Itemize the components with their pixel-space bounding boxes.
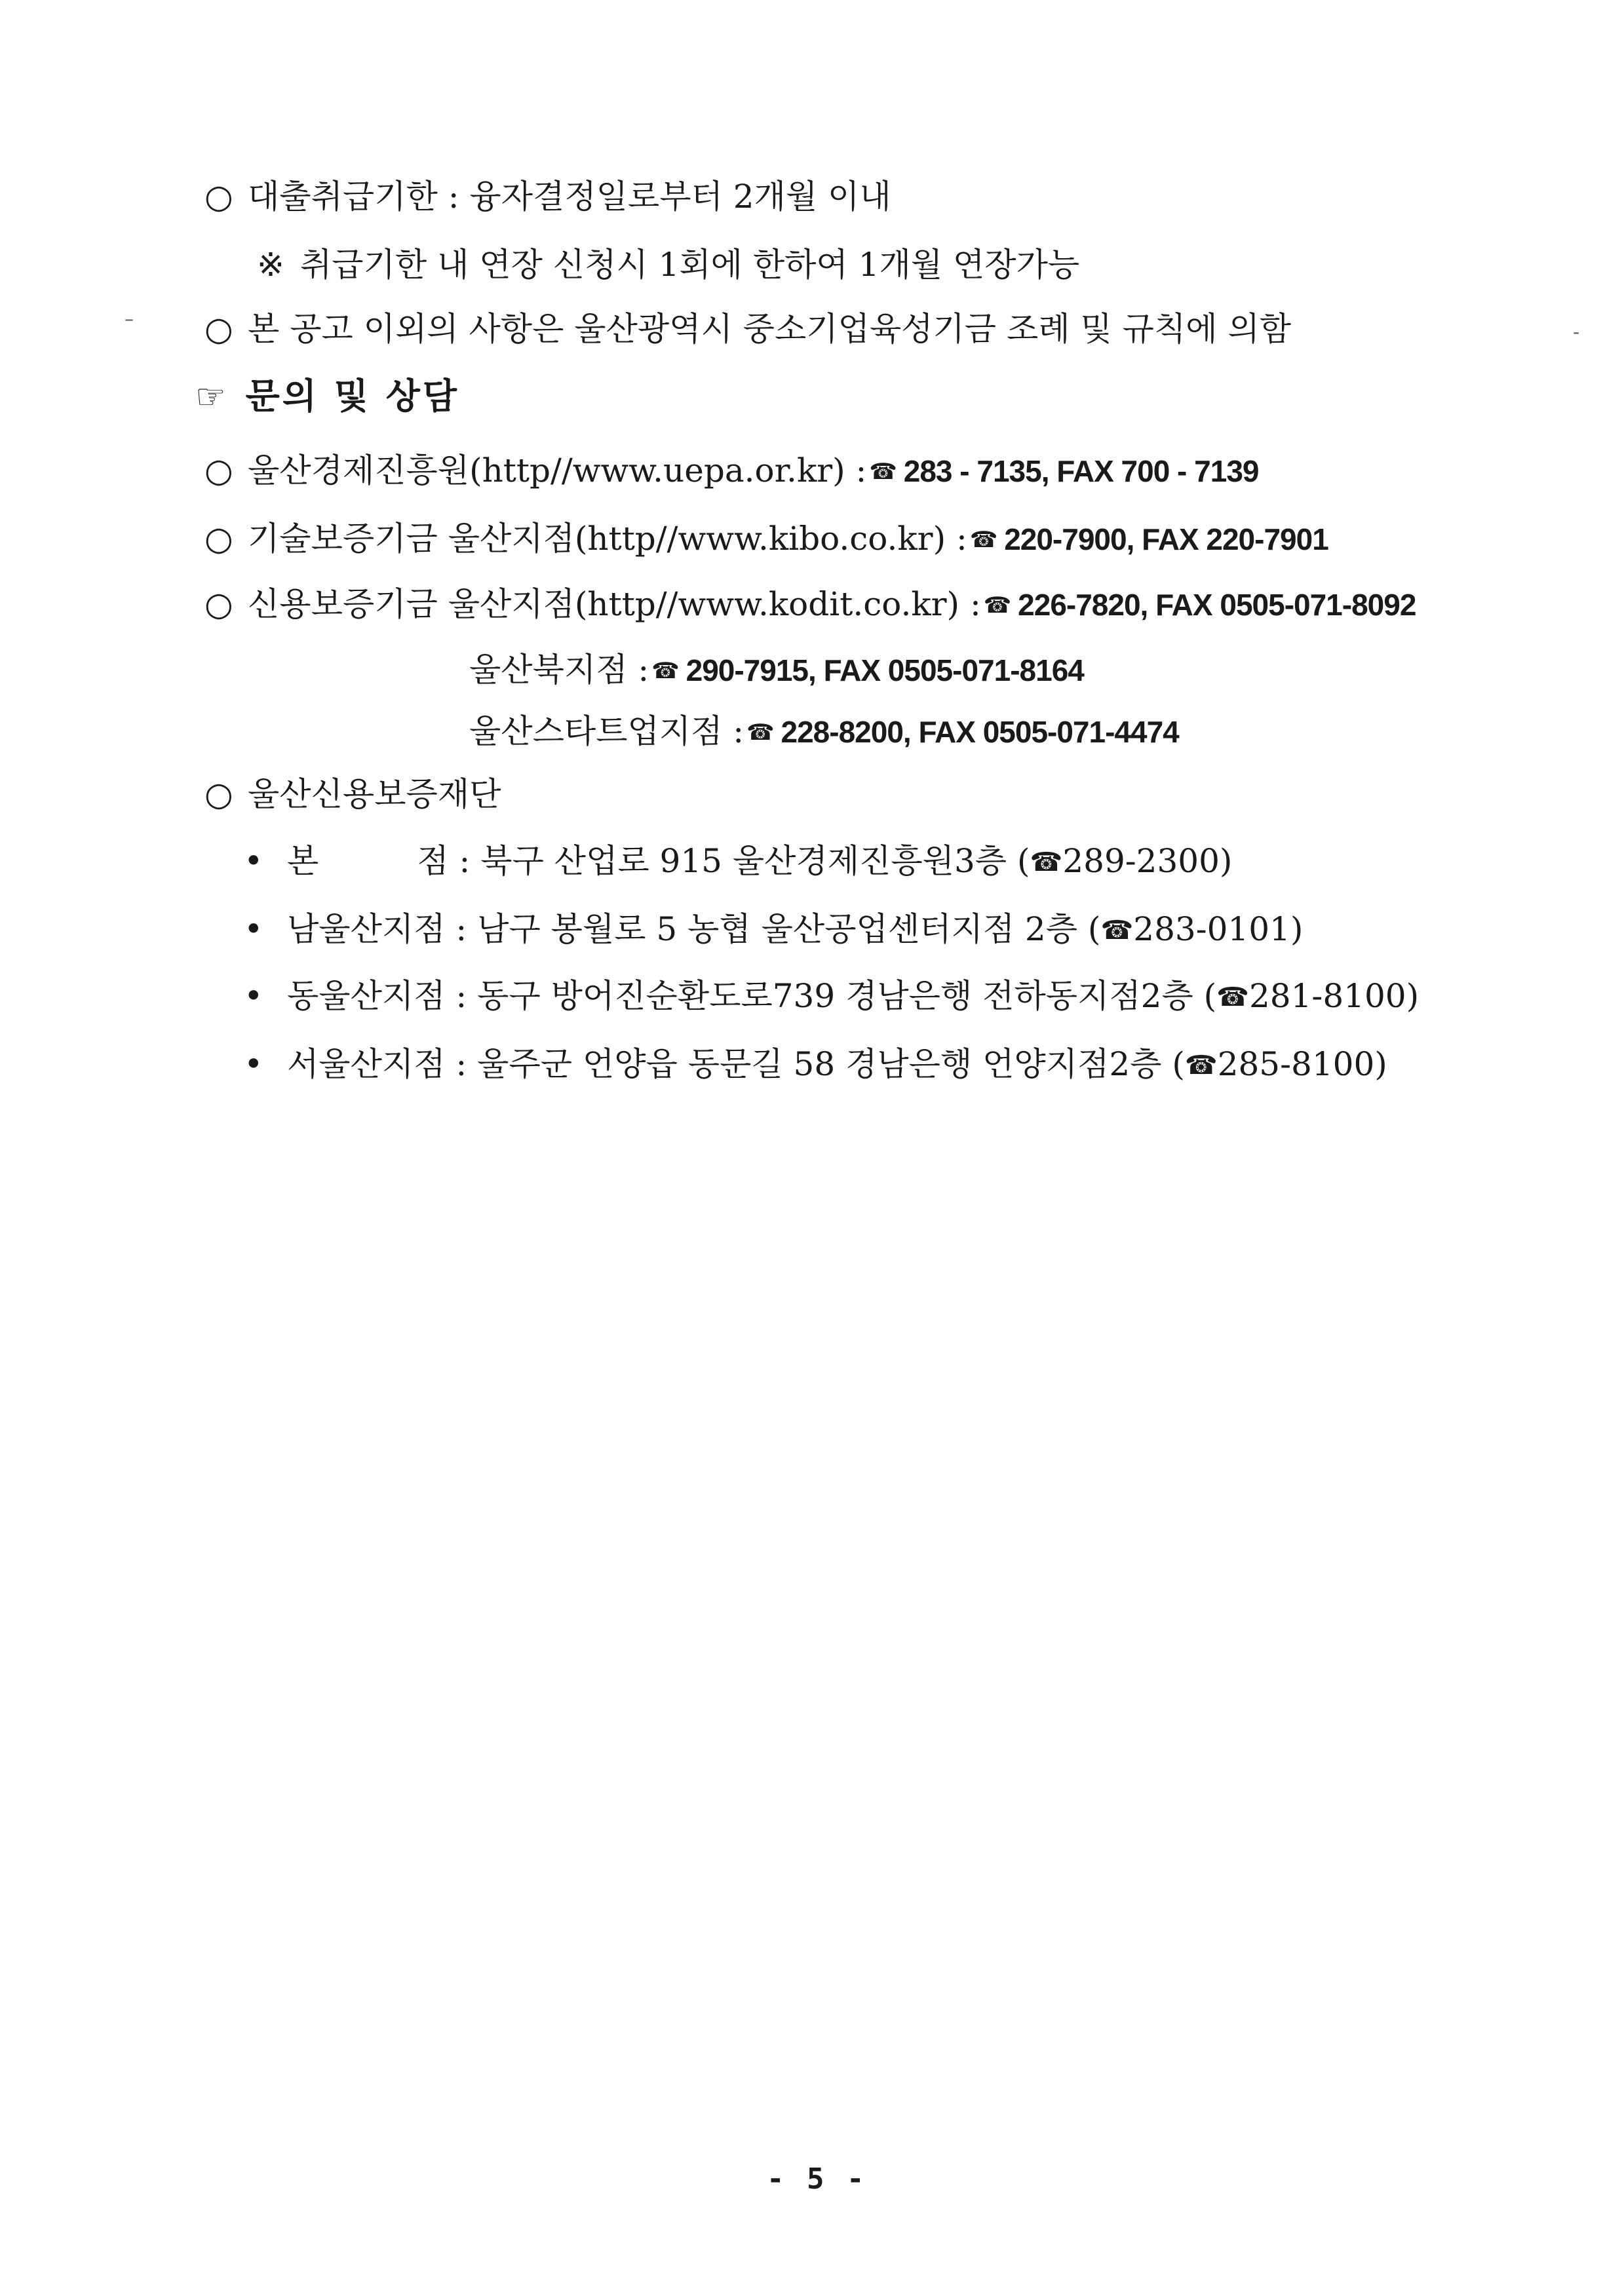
list-item [204,308,1291,350]
branch-name: 본 [287,842,319,880]
branch-phone: 289-2300) [1062,842,1233,880]
circle-bullet: ○ [204,585,233,623]
contact-name: 신용보증기금 울산지점(http//www.kodit.co.kr) : [248,585,981,623]
circle-bullet: ○ [204,775,233,813]
dot-bullet: • [244,977,263,1015]
telephone-icon: ☎ [1216,982,1249,1012]
branch-phone: 283-0101) [1133,910,1304,948]
scan-artifact: – [125,308,134,330]
branch-line [244,908,1303,951]
dot-bullet: • [244,842,263,880]
branch-phone: 285-8100) [1217,1045,1387,1083]
item-text: 취급기한 내 연장 신청시 1회에 한하여 1개월 연장가능 [300,246,1080,284]
contact-phone: 226-7820, FAX 0505-071-8092 [1018,588,1416,622]
telephone-icon: ☎ [1184,1050,1218,1081]
contact-name: 울산북지점 : [469,651,649,689]
contact-line [469,649,1084,692]
telephone-icon: ☎ [746,719,775,746]
circle-bullet: ○ [204,451,233,489]
telephone-icon: ☎ [1100,915,1134,946]
branch-name: 동울산지점 [287,977,446,1015]
contact-name: 기술보증기금 울산지점(http//www.kibo.co.kr) : [248,520,967,558]
pointing-hand-icon: ☞ [195,377,229,417]
telephone-icon: ☎ [969,527,998,553]
contact-line [204,450,1259,493]
reference-mark: ※ [257,246,284,284]
scan-artifact: - [1573,321,1580,343]
contact-phone: 228-8200, FAX 0505-071-4474 [781,715,1179,749]
foundation-title: 울산신용보증재단 [248,775,501,813]
branch-name: 남울산지점 [287,910,446,948]
section-title: 문의 및 상담 [245,375,460,417]
contact-phone: 220-7900, FAX 220-7901 [1004,522,1328,556]
telephone-icon: ☎ [651,658,680,684]
list-item [204,176,891,218]
contact-name: 울산스타트업지점 : [469,712,744,750]
page-number: - 5 - [767,2162,867,2196]
branch-line [244,975,1419,1018]
branch-name-suffix: 점 [417,842,449,880]
dot-bullet: • [244,910,263,948]
branch-line [244,840,1232,883]
contact-line [469,710,1179,754]
circle-bullet: ○ [204,520,233,558]
branch-address: : 북구 산업로 915 울산경제진흥원3층 ( [459,842,1030,880]
item-text: 본 공고 이외의 사항은 울산광역시 중소기업육성기금 조례 및 규칙에 의함 [248,310,1292,348]
circle-bullet: ○ [204,178,233,216]
branch-line [244,1043,1387,1086]
telephone-icon: ☎ [1030,847,1063,877]
telephone-icon: ☎ [869,459,897,485]
branch-address: : 동구 방어진순환도로739 경남은행 전하동지점2층 ( [455,977,1217,1015]
branch-name: 서울산지점 [287,1045,446,1083]
telephone-icon: ☎ [983,592,1012,619]
branch-address: : 울주군 언양읍 동문길 58 경남은행 언양지점2층 ( [455,1045,1185,1083]
list-note [257,244,1079,286]
contact-line [204,518,1328,561]
section-heading [195,375,459,418]
branch-phone: 281-8100) [1249,977,1420,1015]
contact-line [204,583,1416,626]
branch-address: : 남구 봉월로 5 농협 울산공업센터지점 2층 ( [455,910,1101,948]
list-item [204,773,501,815]
contact-phone: 290-7915, FAX 0505-071-8164 [686,653,1084,687]
contact-phone: 283 - 7135, FAX 700 - 7139 [903,454,1259,488]
item-text: 대출취급기한 : 융자결정일로부터 2개월 이내 [248,178,891,216]
dot-bullet: • [244,1045,263,1083]
contact-name: 울산경제진흥원(http//www.uepa.or.kr) : [248,451,867,489]
circle-bullet: ○ [204,310,233,348]
